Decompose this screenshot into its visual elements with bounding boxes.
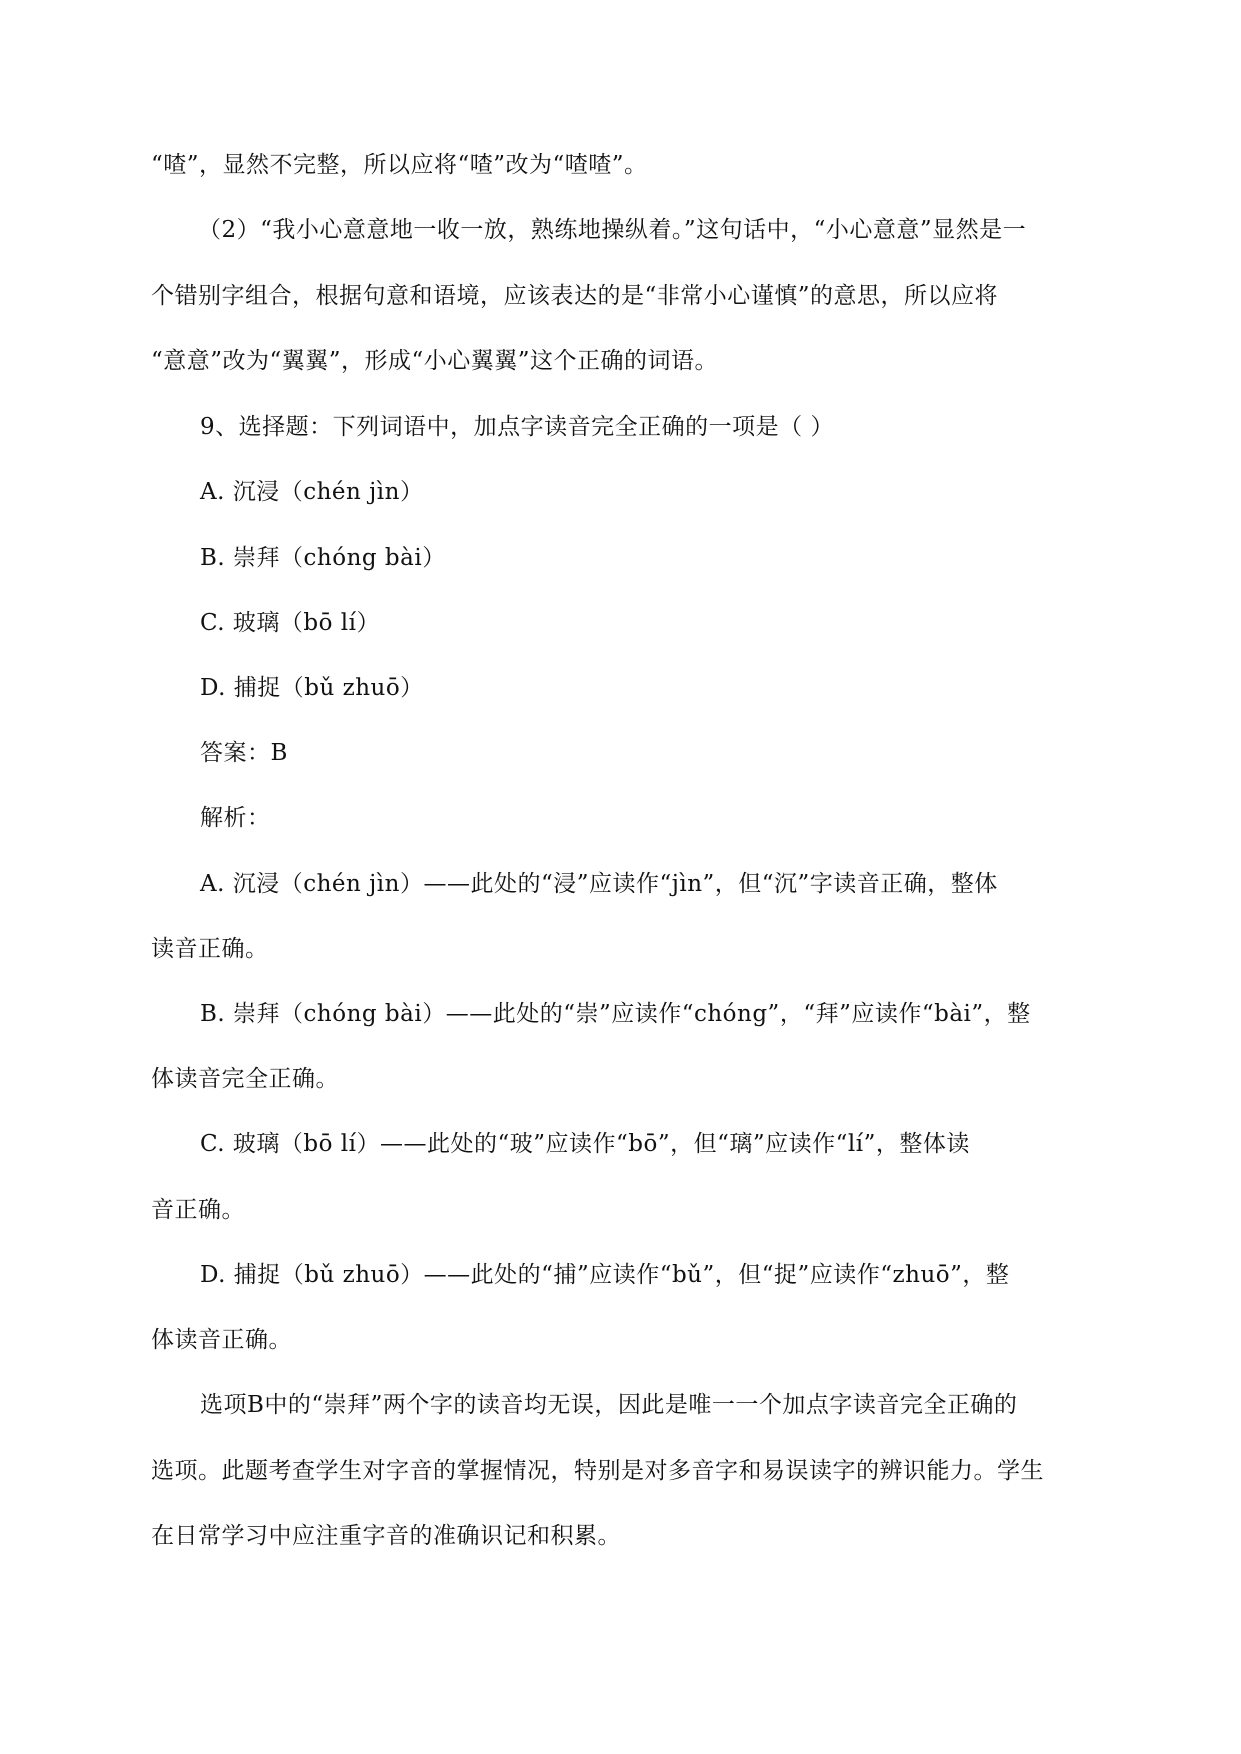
- paragraph-line: 个错别字组合，根据句意和语境，应该表达的是“非常小心谨慎”的意思，所以应将: [151, 283, 999, 309]
- paragraph-line: 音正确。: [151, 1197, 245, 1223]
- paragraph-line: 选项。此题考查学生对字音的掌握情况，特别是对多音字和易误读字的辨识能力。学生: [151, 1458, 1044, 1484]
- paragraph-line: “喳”，显然不完整，所以应将“喳”改为“喳喳”。: [151, 152, 648, 178]
- paragraph-line: A. 沉浸（chén jìn）——此处的“浸”应读作“jìn”，但“沉”字读音正确，整体: [200, 871, 998, 897]
- question-heading: 9、选择题：下列词语中，加点字读音完全正确的一项是（ ）: [200, 414, 834, 440]
- option-a: A. 沉浸（chén jìn）: [200, 479, 424, 505]
- paragraph-line: D. 捕捉（bǔ zhuō）——此处的“捕”应读作“bǔ”，但“捉”应读作“zhuō”，整: [200, 1262, 1010, 1288]
- paragraph-line: 体读音完全正确。: [151, 1066, 339, 1092]
- option-b: B. 崇拜（chóng bài）: [200, 545, 446, 571]
- paragraph-line: （2）“我小心意意地一收一放，熟练地操纵着。”这句话中，“小心意意”显然是一: [198, 217, 1027, 243]
- paragraph-line: 读音正确。: [151, 936, 269, 962]
- paragraph-line: C. 玻璃（bō lí）——此处的“玻”应读作“bō”，但“璃”应读作“lí”，整体读: [200, 1131, 970, 1157]
- paragraph-line: 在日常学习中应注重字音的准确识记和积累。: [151, 1523, 621, 1549]
- option-d: D. 捕捉（bǔ zhuō）: [200, 675, 424, 701]
- paragraph-line: B. 崇拜（chóng bài）——此处的“崇”应读作“chóng”，“拜”应读作“bài”，整: [200, 1001, 1031, 1027]
- option-c: C. 玻璃（bō lí）: [200, 610, 380, 636]
- answer-line: 答案：B: [200, 740, 288, 766]
- paragraph-line: 选项B中的“崇拜”两个字的读音均无误，因此是唯一一个加点字读音完全正确的: [200, 1392, 1018, 1418]
- paragraph-line: “意意”改为“翼翼”，形成“小心翼翼”这个正确的词语。: [151, 348, 719, 374]
- paragraph-line: 体读音正确。: [151, 1327, 292, 1353]
- analysis-label: 解析：: [200, 805, 271, 831]
